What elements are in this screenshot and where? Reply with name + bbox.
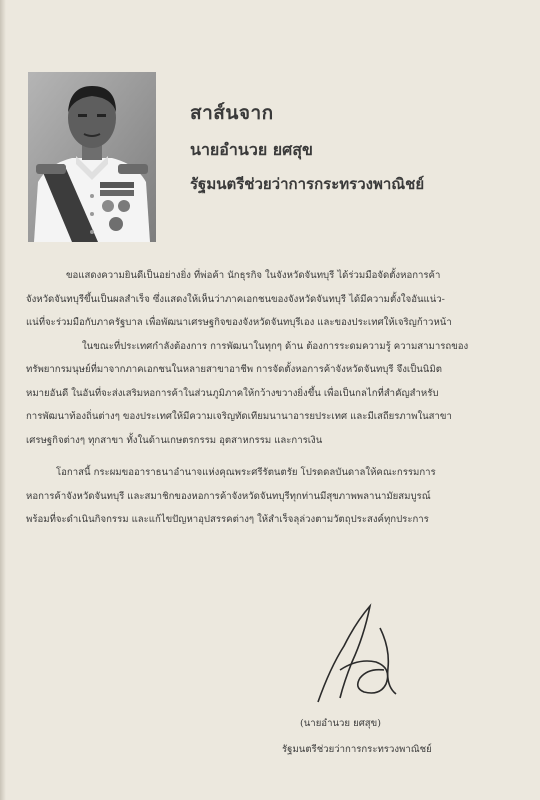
body-line: จังหวัดจันทบุรีขึ้นเป็นผลสำเร็จ ซึ่งแสดงให้เห็นว่าภาคเอกชนของจังหวัดจันทบุรี ได้มีความตั้งใจอันแน่ว-	[26, 293, 445, 305]
body-line: เศรษฐกิจต่างๆ ทุกสาขา ทั้งในด้านเกษตรกรรม อุตสาหกรรม และการเงิน	[26, 434, 323, 446]
portrait-image	[28, 72, 156, 242]
signatory-position: รัฐมนตรีช่วยว่าการกระทรวงพาณิชย์	[282, 744, 432, 755]
signature-drawing	[300, 598, 420, 710]
body-line: โอกาสนี้ กระผมขออาราธนาอำนาจแห่งคุณพระศรีรัตนตรัย โปรดดลบันดาลให้คณะกรรมการ	[56, 467, 436, 478]
body-line: ทรัพยากรมนุษย์ที่มาจากภาคเอกชนในหลายสาขาอาชีพ การจัดตั้งหอการค้าจังหวัดจันทบุรี จึงเป็นนิมิต	[26, 364, 442, 375]
body-line: ขอแสดงความยินดีเป็นอย่างยิ่ง ที่พ่อค้า นักธุรกิจ ในจังหวัดจันทบุรี ได้ร่วมมือจัดตั้งหอการค้า	[66, 270, 441, 281]
portrait-photo	[28, 72, 156, 242]
page-binding-edge	[0, 0, 6, 800]
body-line: แน่ที่จะร่วมมือกับภาครัฐบาล เพื่อพัฒนาเศรษฐกิจของจังหวัดจันทบุรีเอง และของประเทศให้เจริญก้าวหน้า	[26, 317, 452, 328]
body-line: หอการค้าจังหวัดจันทบุรี และสมาชิกของหอการค้าจังหวัดจันทบุรีทุกท่านมีสุขภาพพลานามัยสมบูรณ์	[26, 490, 431, 502]
message-heading	[190, 98, 520, 196]
body-line: พร้อมที่จะดำเนินกิจกรรม และแก้ไขปัญหาอุปสรรคต่างๆ ให้สำเร็จลุล่วงตามวัตถุประสงค์ทุกประการ	[26, 514, 429, 525]
body-line: การพัฒนาท้องถิ่นต่างๆ ของประเทศให้มีความเจริญทัดเทียมนานาอารยประเทศ และมีเสถียรภาพในสาขา	[26, 411, 452, 422]
heading-title: สาส์นจาก	[190, 102, 274, 124]
handwritten-signature	[300, 598, 420, 710]
message-body	[26, 264, 510, 532]
body-line: หมายอันดี ในอันที่จะส่งเสริมหอการค้าในส่วนภูมิภาคให้กว้างขวางยิ่งขึ้น เพื่อเป็นกลไกที่สำคัญสำหรับ	[26, 387, 439, 399]
signatory-name: (นายอำนวย ยศสุข)	[300, 718, 381, 729]
heading-name: นายอำนวย ยศสุข	[190, 140, 313, 159]
heading-position: รัฐมนตรีช่วยว่าการกระทรวงพาณิชย์	[190, 175, 425, 193]
body-line: ในขณะที่ประเทศกำลังต้องการ การพัฒนาในทุกๆ ด้าน ต้องการระดมความรู้ ความสามารถของ	[82, 340, 469, 352]
